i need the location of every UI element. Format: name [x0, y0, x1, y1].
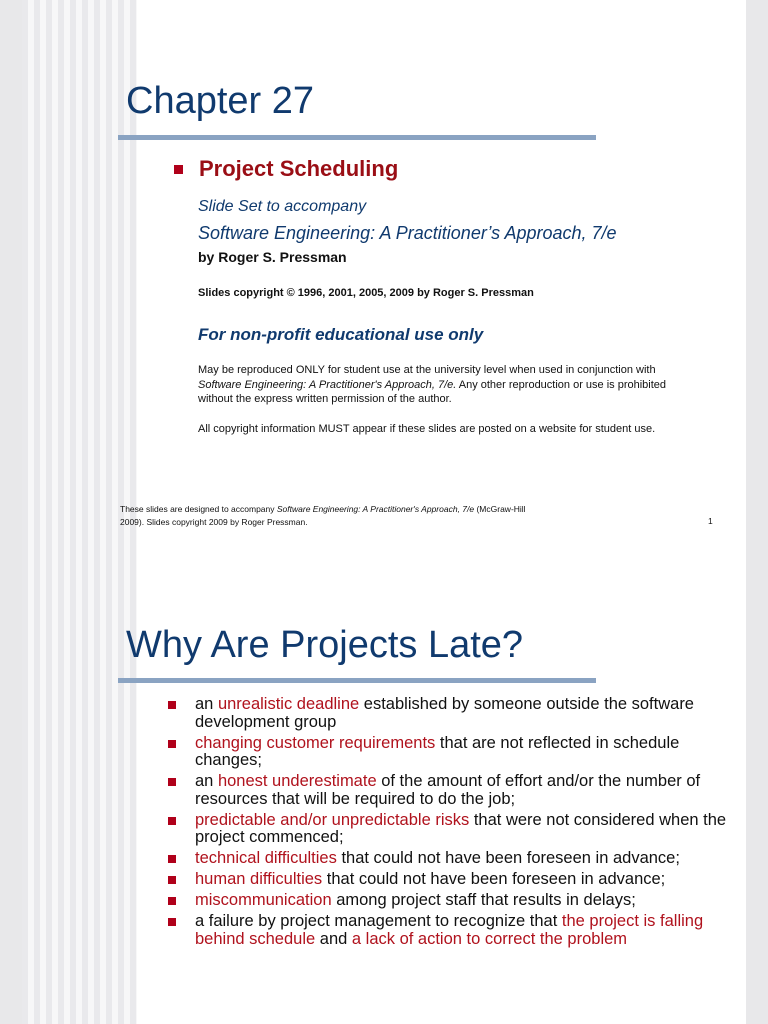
- reasons-list: [168, 696, 738, 952]
- copyright-line: Slides copyright © 1996, 2001, 2005, 2009 by Roger S. Pressman: [198, 287, 534, 299]
- bullet-square-icon: [168, 778, 176, 786]
- list-item: a failure by project management to recognize that the project is falling behind schedule and a lack of action to correct the problem: [168, 913, 738, 948]
- author: by Roger S. Pressman: [198, 249, 347, 265]
- subtitle: [174, 156, 398, 182]
- bullet-square-icon: [168, 740, 176, 748]
- footer-text-a: These slides are designed to accompany: [120, 504, 277, 514]
- para1-text-a: May be reproduced ONLY for student use at the university level when used in conjunction with: [198, 364, 656, 376]
- nonprofit-notice: For non-profit educational use only: [198, 325, 484, 344]
- bullet-square-icon: [168, 918, 176, 926]
- copyright-paragraph: All copyright information MUST appear if these slides are posted on a website for student use.: [198, 423, 656, 435]
- bullet-square-icon: [168, 897, 176, 905]
- slide-title: Why Are Projects Late?: [126, 624, 524, 666]
- list-item: technical difficulties that could not have been foreseen in advance;: [168, 850, 738, 868]
- bullet-square-icon: [174, 165, 183, 174]
- list-item: human difficulties that could not have been foreseen in advance;: [168, 871, 738, 889]
- slide-title: Chapter 27: [126, 80, 315, 122]
- book-title: Software Engineering: A Practitioner’s Approach, 7/e: [198, 223, 617, 243]
- list-item: miscommunication among project staff that results in delays;: [168, 892, 738, 910]
- bullet-square-icon: [168, 701, 176, 709]
- para1-text-c: Any other reproduction or use is prohibited without the express written permission of the author.: [198, 378, 667, 405]
- slide-2: [22, 590, 746, 1024]
- list-item: predictable and/or unpredictable risks that were not considered when the project commenced;: [168, 812, 738, 847]
- bullet-square-icon: [168, 817, 176, 825]
- list-item: an unrealistic deadline established by someone outside the software development group: [168, 696, 738, 731]
- footer-book-title: Software Engineering: A Practitioner's Approach, 7/e: [276, 504, 475, 514]
- bullet-square-icon: [168, 876, 176, 884]
- para1-book-title: Software Engineering: A Practitioner's Approach, 7/e.: [198, 378, 457, 391]
- list-item: an honest underestimate of the amount of effort and/or the number of resources that will be required to do the job;: [168, 773, 738, 808]
- document-page: [22, 0, 746, 1024]
- subtitle-text: Project Scheduling: [199, 156, 399, 181]
- page-number: 1: [708, 516, 713, 526]
- title-rule: [118, 678, 596, 683]
- title-rule: [118, 135, 596, 140]
- slide-1: [22, 0, 746, 540]
- list-item: changing customer requirements that are not reflected in schedule changes;: [168, 735, 738, 770]
- reproduction-paragraph: [198, 363, 688, 407]
- bullet-square-icon: [168, 855, 176, 863]
- slide-set-text: Slide Set to accompany: [198, 198, 367, 215]
- slide-footer: [120, 503, 540, 528]
- footer-text-c: (McGraw-Hill 2009). Slides copyright 2009 by Roger Pressman.: [120, 504, 526, 527]
